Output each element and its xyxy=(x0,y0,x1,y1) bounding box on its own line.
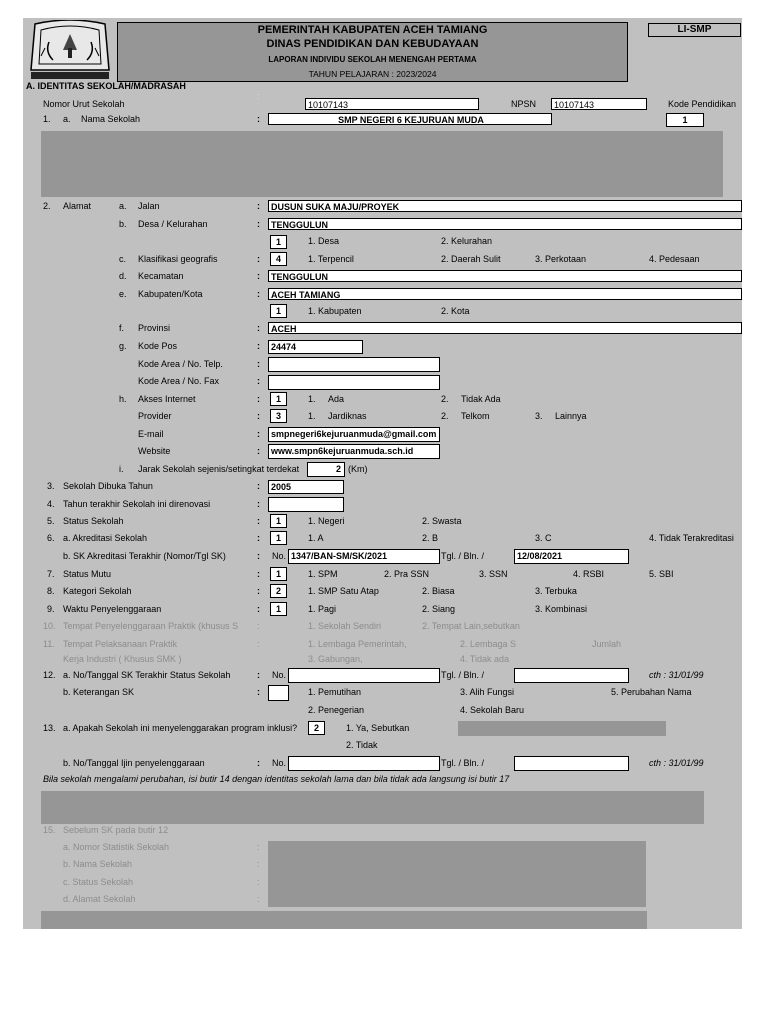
item-number: 8. xyxy=(47,586,55,596)
colon: : xyxy=(257,569,260,579)
dibuka-field[interactable]: 2005 xyxy=(268,480,344,494)
desa-field[interactable]: TENGGULUN xyxy=(268,218,742,230)
jumlah-label: Jumlah xyxy=(592,639,622,649)
sk-terakhir-tgl-field[interactable] xyxy=(514,668,629,683)
header-line-4: TAHUN PELAJARAN : 2023/2024 xyxy=(308,69,437,79)
alamat-label: Alamat xyxy=(63,201,92,211)
akreditasi-field[interactable]: 1 xyxy=(270,531,287,545)
item-number: 6. xyxy=(47,533,55,543)
option-telkom: Telkom xyxy=(461,411,490,421)
item-letter: a. xyxy=(63,114,71,124)
option-tempat-lain: 2. Tempat Lain,sebutkan xyxy=(422,621,520,631)
option-penegerian: 2. Penegerian xyxy=(308,705,365,715)
item-number: 13. xyxy=(43,723,56,733)
email-field[interactable]: smpnegeri6kejuruanmuda@gmail.com xyxy=(268,427,440,442)
instruction-note: Bila sekolah mengalami perubahan, isi butir 14 dengan identitas sekolah lama dan bila tidak ada langsung isi butir 17 xyxy=(43,774,510,784)
example-hint: cth : 31/01/99 xyxy=(649,758,704,768)
colon: : xyxy=(257,604,260,614)
colon: : xyxy=(257,842,260,852)
colon: : xyxy=(257,219,260,229)
option-swasta: 2. Swasta xyxy=(422,516,462,526)
option-satu-atap: 1. SMP Satu Atap xyxy=(308,586,379,596)
option-ya: 1. Ya, Sebutkan xyxy=(346,723,410,733)
fax-label: Kode Area / No. Fax xyxy=(138,376,220,386)
kode-pos-label: Kode Pos xyxy=(138,341,178,351)
option-rsbi: 4. RSBI xyxy=(573,569,605,579)
klasifikasi-field[interactable]: 4 xyxy=(270,252,287,266)
akses-internet-field[interactable]: 1 xyxy=(270,392,287,406)
nomor-urut-label: Nomor Urut Sekolah xyxy=(43,99,125,109)
option-lainnya: Lainnya xyxy=(555,411,587,421)
colon: : xyxy=(257,376,260,386)
option-perubahan-nama: 5. Perubahan Nama xyxy=(611,687,692,697)
option-pemutihan: 1. Pemutihan xyxy=(308,687,362,697)
shaded-block xyxy=(41,791,704,824)
option-lembaga-s: 2. Lembaga S xyxy=(460,639,517,649)
npsn-field[interactable]: 10107143 xyxy=(551,98,647,110)
option-ada: Ada xyxy=(328,394,345,404)
item-number: 10. xyxy=(43,621,56,631)
option-number: 3. xyxy=(535,411,543,421)
item-letter: b. xyxy=(119,219,127,229)
option-kabupaten: 1. Kabupaten xyxy=(308,306,362,316)
item-letter: a. xyxy=(119,201,127,211)
item-number: 1. xyxy=(43,114,51,124)
colon: : xyxy=(257,481,260,491)
shaded-block xyxy=(41,911,647,929)
tgl-label: Tgl. / Bln. / xyxy=(441,758,485,768)
option-pagi: 1. Pagi xyxy=(308,604,337,614)
option-jardiknas: Jardiknas xyxy=(328,411,367,421)
item-number: 12. xyxy=(43,670,56,680)
colon: : xyxy=(257,859,260,869)
colon: : xyxy=(257,446,260,456)
colon: : xyxy=(257,341,260,351)
colon: : xyxy=(257,586,260,596)
renovasi-field[interactable] xyxy=(268,497,344,512)
colon: : xyxy=(257,687,260,697)
colon: : xyxy=(257,323,260,333)
item-letter: e. xyxy=(119,289,127,299)
nomor-urut-field[interactable]: 10107143 xyxy=(305,98,479,110)
option-sekolah-baru: 4. Sekolah Baru xyxy=(460,705,525,715)
telp-field[interactable] xyxy=(268,357,440,372)
option-tidak-ada: Tidak Ada xyxy=(461,394,501,404)
colon: : xyxy=(257,758,260,768)
item-letter: h. xyxy=(119,394,127,404)
shaded-block xyxy=(41,131,723,197)
mutu-field[interactable]: 1 xyxy=(270,567,287,581)
no-label: No. xyxy=(272,670,287,680)
ket-sk-field[interactable] xyxy=(268,685,289,701)
colon: : xyxy=(257,429,260,439)
item-number: 5. xyxy=(47,516,55,526)
dibuka-label: Sekolah Dibuka Tahun xyxy=(63,481,153,491)
kabupaten-field[interactable]: ACEH TAMIANG xyxy=(268,288,742,300)
inklusi-sebutkan-field[interactable] xyxy=(458,721,666,736)
header-line-2: DINAS PENDIDIKAN DAN KEBUDAYAAN xyxy=(266,38,479,50)
previous-school-fields xyxy=(268,841,646,907)
prev-nomor-statistik-label: a. Nomor Statistik Sekolah xyxy=(63,842,170,852)
option-perkotaan: 3. Perkotaan xyxy=(535,254,587,264)
sk-akreditasi-label: b. SK Akreditasi Terakhir (Nomor/Tgl SK) xyxy=(63,551,226,561)
ijin-no-field[interactable] xyxy=(288,756,440,771)
kab-code-field[interactable]: 1 xyxy=(270,304,287,318)
option-tidak: 2. Tidak xyxy=(346,740,378,750)
colon: : xyxy=(257,289,260,299)
form-code: LI-SMP xyxy=(648,23,741,37)
option-biasa: 2. Biasa xyxy=(422,586,455,596)
item-number: 3. xyxy=(47,481,55,491)
item-letter: g. xyxy=(119,341,127,351)
sk-no-field[interactable]: 1347/BAN-SM/SK/2021 xyxy=(288,549,440,564)
item-letter: i. xyxy=(119,464,124,474)
option-lembaga-pemerintah: 1. Lembaga Pemerintah, xyxy=(308,639,407,649)
option-number: 2. xyxy=(441,394,449,404)
sk-tgl-field[interactable]: 12/08/2021 xyxy=(514,549,629,564)
prev-status-sekolah-label: c. Status Sekolah xyxy=(63,877,134,887)
website-label: Website xyxy=(138,446,171,456)
jalan-field[interactable]: DUSUN SUKA MAJU/PROYEK xyxy=(268,200,742,212)
item-number: 7. xyxy=(47,569,55,579)
status-field[interactable]: 1 xyxy=(270,514,287,528)
renovasi-label: Tahun terakhir Sekolah ini direnovasi xyxy=(63,499,211,509)
kabupaten-label: Kabupaten/Kota xyxy=(138,289,203,299)
kerja-industri-label: Kerja Industri ( Khusus SMK ) xyxy=(63,654,182,664)
colon: : xyxy=(257,201,260,211)
inklusi-field[interactable]: 2 xyxy=(308,721,325,735)
npsn-label: NPSN xyxy=(511,99,537,109)
sebelum-sk-label: Sebelum SK pada butir 12 xyxy=(63,825,169,835)
colon: : xyxy=(257,114,260,124)
option-daerah-sulit: 2. Daerah Sulit xyxy=(441,254,501,264)
option-pra-ssn: 2. Pra SSN xyxy=(384,569,430,579)
provinsi-label: Provinsi xyxy=(138,323,171,333)
kecamatan-field[interactable]: TENGGULUN xyxy=(268,270,742,282)
colon: : xyxy=(257,271,260,281)
colon: : xyxy=(257,894,260,904)
tgl-label: Tgl. / Bln. / xyxy=(441,551,485,561)
waktu-field[interactable]: 1 xyxy=(270,602,287,616)
form-sheet xyxy=(23,18,742,929)
option-negeri: 1. Negeri xyxy=(308,516,345,526)
option-tidak-ada: 4. Tidak ada xyxy=(460,654,510,664)
option-kombinasi: 3. Kombinasi xyxy=(535,604,588,614)
option-c: 3. C xyxy=(535,533,552,543)
section-a-heading: A. IDENTITAS SEKOLAH/MADRASAH xyxy=(26,81,186,91)
prev-nama-sekolah-label: b. Nama Sekolah xyxy=(63,859,133,869)
inklusi-label: a. Apakah Sekolah ini menyelenggarakan program inklusi? xyxy=(63,723,298,733)
kode-pendidikan-field[interactable]: 1 xyxy=(666,113,704,127)
colon: : xyxy=(257,359,260,369)
item-letter: c. xyxy=(119,254,127,264)
item-number: 11. xyxy=(43,639,55,649)
option-pedesaan: 4. Pedesaan xyxy=(649,254,700,264)
kategori-label: Kategori Sekolah xyxy=(63,586,132,596)
option-a: 1. A xyxy=(308,533,324,543)
header-line-3: LAPORAN INDIVIDU SEKOLAH MENENGAH PERTAMA xyxy=(268,55,477,64)
example-hint: cth : 31/01/99 xyxy=(649,670,704,680)
colon: : xyxy=(257,411,260,421)
option-sekolah-sendiri: 1. Sekolah Sendiri xyxy=(308,621,382,631)
option-number: 2. xyxy=(441,411,449,421)
waktu-label: Waktu Penyelenggaraan xyxy=(63,604,162,614)
option-terbuka: 3. Terbuka xyxy=(535,586,577,596)
colon: : xyxy=(257,639,260,649)
colon: : xyxy=(257,254,260,264)
nama-sekolah-field[interactable]: SMP NEGERI 6 KEJURUAN MUDA xyxy=(268,113,552,125)
no-label: No. xyxy=(272,551,287,561)
provider-field[interactable]: 3 xyxy=(270,409,287,423)
desa-code-field[interactable]: 1 xyxy=(270,235,287,249)
jalan-label: Jalan xyxy=(138,201,160,211)
colon: : xyxy=(257,394,260,404)
telp-label: Kode Area / No. Telp. xyxy=(138,359,223,369)
prev-alamat-sekolah-label: d. Alamat Sekolah xyxy=(63,894,136,904)
ijin-tgl-field[interactable] xyxy=(514,756,629,771)
colon: : xyxy=(257,670,260,680)
option-terpencil: 1. Terpencil xyxy=(308,254,354,264)
akses-internet-label: Akses Internet xyxy=(138,394,196,404)
jarak-label: Jarak Sekolah sejenis/setingkat terdekat xyxy=(138,464,300,474)
provinsi-field[interactable]: ACEH xyxy=(268,322,742,334)
ijin-label: b. No/Tanggal Ijin penyelenggaraan xyxy=(63,758,205,768)
item-number: 4. xyxy=(47,499,55,509)
item-number: 2. xyxy=(43,201,51,211)
option-ssn: 3. SSN xyxy=(479,569,508,579)
colon: : xyxy=(257,533,260,543)
header-line-1: PEMERINTAH KABUPATEN ACEH TAMIANG xyxy=(257,24,488,36)
logo xyxy=(25,20,115,82)
item-letter: d. xyxy=(119,271,127,281)
akreditasi-label: a. Akreditasi Sekolah xyxy=(63,533,148,543)
desa-label: Desa / Kelurahan xyxy=(138,219,208,229)
nama-sekolah-label: Nama Sekolah xyxy=(81,114,141,124)
pelaksanaan-label: Tempat Pelaksanaan Praktik xyxy=(63,639,178,649)
option-spm: 1. SPM xyxy=(308,569,338,579)
no-label: No. xyxy=(272,758,287,768)
item-number: 15. xyxy=(43,825,56,835)
website-field[interactable]: www.smpn6kejuruanmuda.sch.id xyxy=(268,444,440,459)
klasifikasi-label: Klasifikasi geografis xyxy=(138,254,218,264)
option-kota: 2. Kota xyxy=(441,306,470,316)
option-gabungan: 3. Gabungan, xyxy=(308,654,363,664)
colon: : xyxy=(257,621,260,631)
kode-pos-field[interactable]: 24474 xyxy=(268,340,363,354)
email-label: E-mail xyxy=(138,429,164,439)
ket-sk-label: b. Keterangan SK xyxy=(63,687,135,697)
option-alih-fungsi: 3. Alih Fungsi xyxy=(460,687,515,697)
sk-terakhir-no-field[interactable] xyxy=(288,668,440,683)
provider-label: Provider xyxy=(138,411,172,421)
tgl-label: Tgl. / Bln. / xyxy=(441,670,485,680)
item-number: 9. xyxy=(47,604,55,614)
colon: : xyxy=(257,877,260,887)
colon: : xyxy=(257,91,260,101)
option-number: 1. xyxy=(308,411,316,421)
option-number: 1. xyxy=(308,394,316,404)
option-siang: 2. Siang xyxy=(422,604,456,614)
sk-terakhir-label: a. No/Tanggal SK Terakhir Status Sekolah xyxy=(63,670,231,680)
praktik-label: Tempat Penyelenggaraan Praktik (khusus S xyxy=(63,621,239,631)
colon: : xyxy=(257,551,260,561)
option-tidak-terakreditasi: 4. Tidak Terakreditasi xyxy=(649,533,734,543)
option-kelurahan: 2. Kelurahan xyxy=(441,236,493,246)
kode-pendidikan-label: Kode Pendidikan xyxy=(668,99,737,109)
km-label: (Km) xyxy=(348,464,368,474)
colon: : xyxy=(257,499,260,509)
option-sbi: 5. SBI xyxy=(649,569,674,579)
jarak-field[interactable]: 2 xyxy=(307,462,345,477)
item-letter: f. xyxy=(119,323,125,333)
option-b: 2. B xyxy=(422,533,439,543)
mutu-label: Status Mutu xyxy=(63,569,112,579)
option-desa: 1. Desa xyxy=(308,236,340,246)
status-label: Status Sekolah xyxy=(63,516,124,526)
fax-field[interactable] xyxy=(268,375,440,390)
kecamatan-label: Kecamatan xyxy=(138,271,184,281)
kategori-field[interactable]: 2 xyxy=(270,584,287,598)
colon: : xyxy=(257,516,260,526)
